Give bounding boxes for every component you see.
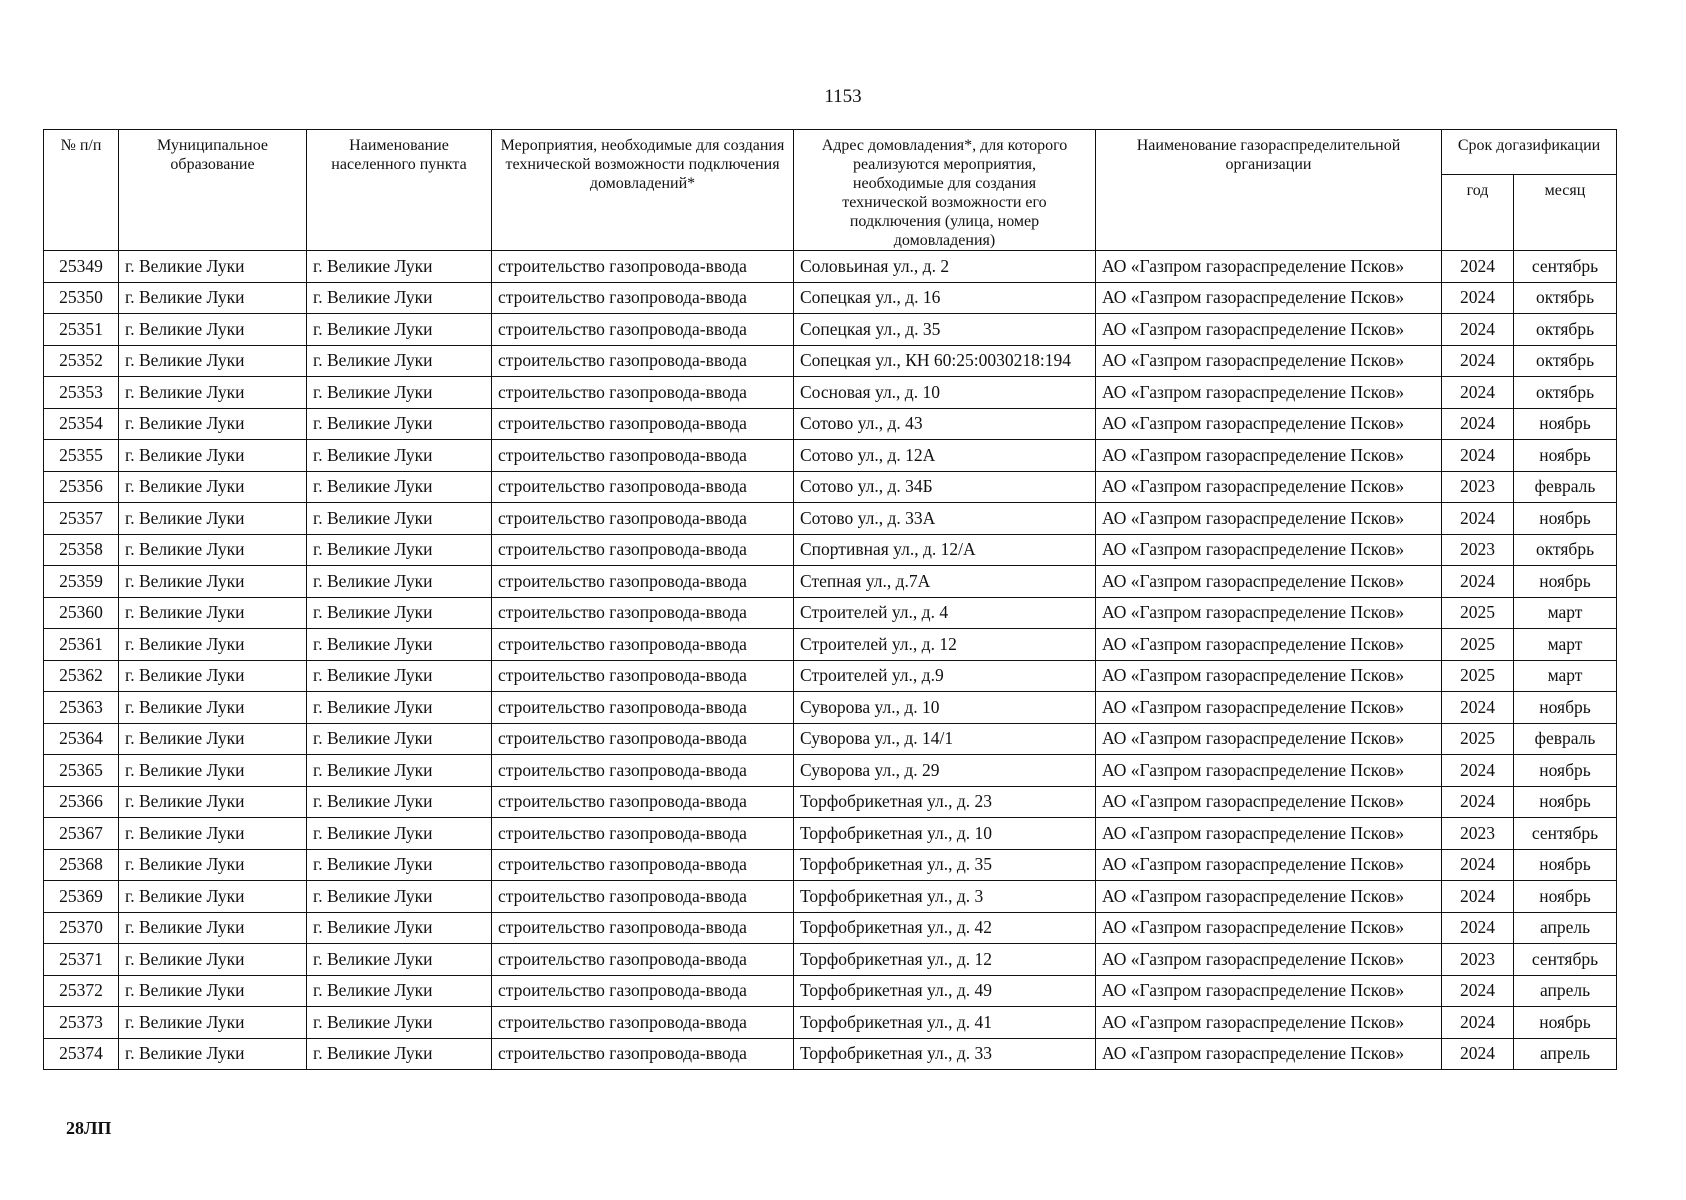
cell-municipality: г. Великие Луки [119,849,307,881]
cell-settlement: г. Великие Луки [307,723,492,755]
cell-measure: строительство газопровода-ввода [492,345,794,377]
cell-num: 25354 [44,408,119,440]
cell-organization: АО «Газпром газораспределение Псков» [1096,503,1442,535]
cell-month: апрель [1514,912,1617,944]
cell-organization: АО «Газпром газораспределение Псков» [1096,755,1442,787]
cell-month: ноябрь [1514,692,1617,724]
cell-year: 2024 [1442,849,1514,881]
gasification-table [43,129,1617,1070]
cell-month: март [1514,660,1617,692]
header-num: № п/п [44,130,119,251]
cell-municipality: г. Великие Луки [119,975,307,1007]
cell-measure: строительство газопровода-ввода [492,471,794,503]
table-row [44,1007,1617,1039]
cell-organization: АО «Газпром газораспределение Псков» [1096,1038,1442,1070]
cell-settlement: г. Великие Луки [307,503,492,535]
cell-year: 2024 [1442,408,1514,440]
cell-measure: строительство газопровода-ввода [492,282,794,314]
cell-address: Сотово ул., д. 43 [794,408,1096,440]
header-address: Адрес домовладения*, для которого реализуются мероприятия, необходимые для создания технической возможности его подключения (улица, номер домовладения) [794,130,1096,251]
cell-municipality: г. Великие Луки [119,912,307,944]
cell-municipality: г. Великие Луки [119,818,307,850]
table-row [44,314,1617,346]
cell-measure: строительство газопровода-ввода [492,377,794,409]
cell-organization: АО «Газпром газораспределение Псков» [1096,629,1442,661]
cell-num: 25367 [44,818,119,850]
cell-address: Строителей ул., д.9 [794,660,1096,692]
header-municipality: Муниципальное образование [119,130,307,251]
cell-month: ноябрь [1514,566,1617,598]
table-row [44,534,1617,566]
cell-settlement: г. Великие Луки [307,408,492,440]
cell-address: Степная ул., д.7А [794,566,1096,598]
table-row [44,597,1617,629]
cell-num: 25351 [44,314,119,346]
cell-month: февраль [1514,471,1617,503]
table-row [44,944,1617,976]
cell-address: Торфобрикетная ул., д. 42 [794,912,1096,944]
cell-organization: АО «Газпром газораспределение Псков» [1096,408,1442,440]
table-row [44,377,1617,409]
cell-settlement: г. Великие Луки [307,755,492,787]
cell-measure: строительство газопровода-ввода [492,881,794,913]
cell-organization: АО «Газпром газораспределение Псков» [1096,912,1442,944]
cell-num: 25370 [44,912,119,944]
cell-address: Соловьиная ул., д. 2 [794,251,1096,283]
cell-num: 25372 [44,975,119,1007]
table-row [44,692,1617,724]
cell-month: ноябрь [1514,503,1617,535]
cell-month: сентябрь [1514,251,1617,283]
cell-address: Суворова ул., д. 29 [794,755,1096,787]
cell-address: Торфобрикетная ул., д. 3 [794,881,1096,913]
cell-address: Торфобрикетная ул., д. 33 [794,1038,1096,1070]
table-row [44,881,1617,913]
table-row [44,251,1617,283]
cell-address: Торфобрикетная ул., д. 35 [794,849,1096,881]
cell-municipality: г. Великие Луки [119,345,307,377]
cell-settlement: г. Великие Луки [307,377,492,409]
cell-num: 25349 [44,251,119,283]
cell-municipality: г. Великие Луки [119,314,307,346]
table-row [44,660,1617,692]
cell-num: 25353 [44,377,119,409]
cell-address: Спортивная ул., д. 12/А [794,534,1096,566]
cell-year: 2024 [1442,282,1514,314]
cell-year: 2023 [1442,534,1514,566]
cell-month: октябрь [1514,314,1617,346]
cell-month: ноябрь [1514,786,1617,818]
table-row [44,282,1617,314]
cell-organization: АО «Газпром газораспределение Псков» [1096,471,1442,503]
cell-measure: строительство газопровода-ввода [492,818,794,850]
cell-municipality: г. Великие Луки [119,471,307,503]
cell-municipality: г. Великие Луки [119,534,307,566]
cell-month: апрель [1514,975,1617,1007]
cell-municipality: г. Великие Луки [119,723,307,755]
header-term: Срок догазификации [1442,130,1617,175]
cell-address: Сопецкая ул., д. 16 [794,282,1096,314]
cell-year: 2024 [1442,566,1514,598]
cell-year: 2025 [1442,597,1514,629]
cell-municipality: г. Великие Луки [119,786,307,818]
cell-year: 2023 [1442,471,1514,503]
cell-num: 25363 [44,692,119,724]
cell-organization: АО «Газпром газораспределение Псков» [1096,377,1442,409]
table-row [44,440,1617,472]
cell-address: Строителей ул., д. 12 [794,629,1096,661]
table-row [44,345,1617,377]
table-row [44,849,1617,881]
cell-measure: строительство газопровода-ввода [492,1007,794,1039]
cell-num: 25369 [44,881,119,913]
cell-organization: АО «Газпром газораспределение Псков» [1096,881,1442,913]
cell-organization: АО «Газпром газораспределение Псков» [1096,440,1442,472]
cell-measure: строительство газопровода-ввода [492,755,794,787]
cell-num: 25357 [44,503,119,535]
cell-num: 25361 [44,629,119,661]
cell-address: Торфобрикетная ул., д. 23 [794,786,1096,818]
cell-measure: строительство газопровода-ввода [492,660,794,692]
cell-settlement: г. Великие Луки [307,471,492,503]
cell-settlement: г. Великие Луки [307,440,492,472]
cell-organization: АО «Газпром газораспределение Псков» [1096,251,1442,283]
cell-address: Суворова ул., д. 10 [794,692,1096,724]
cell-organization: АО «Газпром газораспределение Псков» [1096,314,1442,346]
cell-month: октябрь [1514,534,1617,566]
cell-organization: АО «Газпром газораспределение Псков» [1096,534,1442,566]
cell-num: 25374 [44,1038,119,1070]
cell-address: Торфобрикетная ул., д. 10 [794,818,1096,850]
cell-num: 25350 [44,282,119,314]
header-measures: Мероприятия, необходимые для создания технической возможности подключения домовладений* [492,130,794,251]
cell-organization: АО «Газпром газораспределение Псков» [1096,282,1442,314]
cell-address: Торфобрикетная ул., д. 12 [794,944,1096,976]
cell-year: 2025 [1442,629,1514,661]
cell-year: 2024 [1442,1038,1514,1070]
cell-measure: строительство газопровода-ввода [492,912,794,944]
cell-settlement: г. Великие Луки [307,1007,492,1039]
cell-address: Сопецкая ул., КН 60:25:0030218:194 [794,345,1096,377]
cell-measure: строительство газопровода-ввода [492,534,794,566]
cell-month: ноябрь [1514,1007,1617,1039]
cell-organization: АО «Газпром газораспределение Псков» [1096,1007,1442,1039]
cell-municipality: г. Великие Луки [119,881,307,913]
cell-municipality: г. Великие Луки [119,1038,307,1070]
cell-num: 25362 [44,660,119,692]
cell-month: октябрь [1514,377,1617,409]
cell-address: Сотово ул., д. 12А [794,440,1096,472]
cell-num: 25360 [44,597,119,629]
cell-measure: строительство газопровода-ввода [492,597,794,629]
cell-organization: АО «Газпром газораспределение Псков» [1096,975,1442,1007]
cell-settlement: г. Великие Луки [307,944,492,976]
cell-month: ноябрь [1514,849,1617,881]
cell-year: 2025 [1442,660,1514,692]
cell-settlement: г. Великие Луки [307,881,492,913]
cell-year: 2023 [1442,818,1514,850]
cell-num: 25359 [44,566,119,598]
cell-year: 2024 [1442,377,1514,409]
cell-year: 2024 [1442,692,1514,724]
table-row [44,503,1617,535]
cell-settlement: г. Великие Луки [307,818,492,850]
page-number: 1153 [824,86,862,107]
cell-municipality: г. Великие Луки [119,408,307,440]
cell-settlement: г. Великие Луки [307,314,492,346]
cell-municipality: г. Великие Луки [119,629,307,661]
cell-year: 2024 [1442,1007,1514,1039]
cell-municipality: г. Великие Луки [119,566,307,598]
cell-municipality: г. Великие Луки [119,377,307,409]
cell-month: сентябрь [1514,944,1617,976]
cell-organization: АО «Газпром газораспределение Псков» [1096,818,1442,850]
cell-settlement: г. Великие Луки [307,660,492,692]
cell-month: март [1514,629,1617,661]
cell-year: 2024 [1442,251,1514,283]
cell-organization: АО «Газпром газораспределение Псков» [1096,597,1442,629]
cell-measure: строительство газопровода-ввода [492,440,794,472]
cell-num: 25358 [44,534,119,566]
cell-settlement: г. Великие Луки [307,534,492,566]
cell-measure: строительство газопровода-ввода [492,944,794,976]
cell-measure: строительство газопровода-ввода [492,503,794,535]
cell-measure: строительство газопровода-ввода [492,408,794,440]
cell-municipality: г. Великие Луки [119,597,307,629]
cell-settlement: г. Великие Луки [307,975,492,1007]
cell-month: март [1514,597,1617,629]
cell-num: 25356 [44,471,119,503]
cell-measure: строительство газопровода-ввода [492,692,794,724]
cell-measure: строительство газопровода-ввода [492,849,794,881]
cell-month: ноябрь [1514,755,1617,787]
table-row [44,818,1617,850]
cell-settlement: г. Великие Луки [307,1038,492,1070]
cell-address: Сосновая ул., д. 10 [794,377,1096,409]
cell-month: февраль [1514,723,1617,755]
cell-municipality: г. Великие Луки [119,1007,307,1039]
cell-num: 25352 [44,345,119,377]
cell-measure: строительство газопровода-ввода [492,786,794,818]
table-row [44,629,1617,661]
cell-address: Торфобрикетная ул., д. 41 [794,1007,1096,1039]
cell-address: Сотово ул., д. 34Б [794,471,1096,503]
cell-settlement: г. Великие Луки [307,566,492,598]
table-row [44,912,1617,944]
table-row [44,566,1617,598]
cell-month: ноябрь [1514,440,1617,472]
cell-municipality: г. Великие Луки [119,944,307,976]
table-row [44,723,1617,755]
table-row [44,408,1617,440]
cell-year: 2023 [1442,944,1514,976]
cell-settlement: г. Великие Луки [307,692,492,724]
cell-month: апрель [1514,1038,1617,1070]
cell-measure: строительство газопровода-ввода [492,314,794,346]
cell-municipality: г. Великие Луки [119,660,307,692]
cell-year: 2024 [1442,786,1514,818]
cell-year: 2024 [1442,975,1514,1007]
cell-month: сентябрь [1514,818,1617,850]
cell-organization: АО «Газпром газораспределение Псков» [1096,849,1442,881]
cell-address: Торфобрикетная ул., д. 49 [794,975,1096,1007]
table-row [44,1038,1617,1070]
cell-address: Суворова ул., д. 14/1 [794,723,1096,755]
cell-measure: строительство газопровода-ввода [492,1038,794,1070]
cell-num: 25365 [44,755,119,787]
cell-year: 2024 [1442,755,1514,787]
header-settlement: Наименование населенного пункта [307,130,492,251]
table-row [44,786,1617,818]
cell-municipality: г. Великие Луки [119,692,307,724]
cell-organization: АО «Газпром газораспределение Псков» [1096,723,1442,755]
cell-num: 25373 [44,1007,119,1039]
cell-month: октябрь [1514,282,1617,314]
cell-settlement: г. Великие Луки [307,345,492,377]
cell-organization: АО «Газпром газораспределение Псков» [1096,944,1442,976]
cell-settlement: г. Великие Луки [307,629,492,661]
header-organization: Наименование газораспределительной организации [1096,130,1442,251]
cell-municipality: г. Великие Луки [119,440,307,472]
table-body [44,251,1617,1070]
cell-municipality: г. Великие Луки [119,503,307,535]
cell-measure: строительство газопровода-ввода [492,251,794,283]
cell-num: 25355 [44,440,119,472]
cell-measure: строительство газопровода-ввода [492,975,794,1007]
cell-settlement: г. Великие Луки [307,912,492,944]
cell-month: октябрь [1514,345,1617,377]
cell-num: 25368 [44,849,119,881]
cell-address: Строителей ул., д. 4 [794,597,1096,629]
cell-year: 2024 [1442,881,1514,913]
cell-organization: АО «Газпром газораспределение Псков» [1096,660,1442,692]
cell-address: Сотово ул., д. 33А [794,503,1096,535]
cell-settlement: г. Великие Луки [307,597,492,629]
cell-settlement: г. Великие Луки [307,786,492,818]
header-month: месяц [1514,175,1617,251]
cell-month: ноябрь [1514,881,1617,913]
cell-address: Сопецкая ул., д. 35 [794,314,1096,346]
table-row [44,471,1617,503]
cell-organization: АО «Газпром газораспределение Псков» [1096,692,1442,724]
cell-settlement: г. Великие Луки [307,282,492,314]
header-year: год [1442,175,1514,251]
cell-organization: АО «Газпром газораспределение Псков» [1096,566,1442,598]
cell-measure: строительство газопровода-ввода [492,566,794,598]
cell-organization: АО «Газпром газораспределение Псков» [1096,786,1442,818]
table-header [44,130,1617,251]
cell-num: 25371 [44,944,119,976]
cell-settlement: г. Великие Луки [307,251,492,283]
cell-year: 2024 [1442,345,1514,377]
footer-code: 28ЛП [66,1118,112,1138]
cell-municipality: г. Великие Луки [119,282,307,314]
cell-year: 2024 [1442,503,1514,535]
table-row [44,755,1617,787]
cell-year: 2024 [1442,440,1514,472]
cell-measure: строительство газопровода-ввода [492,629,794,661]
cell-year: 2025 [1442,723,1514,755]
cell-settlement: г. Великие Луки [307,849,492,881]
cell-year: 2024 [1442,912,1514,944]
cell-year: 2024 [1442,314,1514,346]
cell-municipality: г. Великие Луки [119,755,307,787]
cell-num: 25366 [44,786,119,818]
cell-municipality: г. Великие Луки [119,251,307,283]
cell-measure: строительство газопровода-ввода [492,723,794,755]
table-row [44,975,1617,1007]
cell-month: ноябрь [1514,408,1617,440]
cell-num: 25364 [44,723,119,755]
cell-organization: АО «Газпром газораспределение Псков» [1096,345,1442,377]
